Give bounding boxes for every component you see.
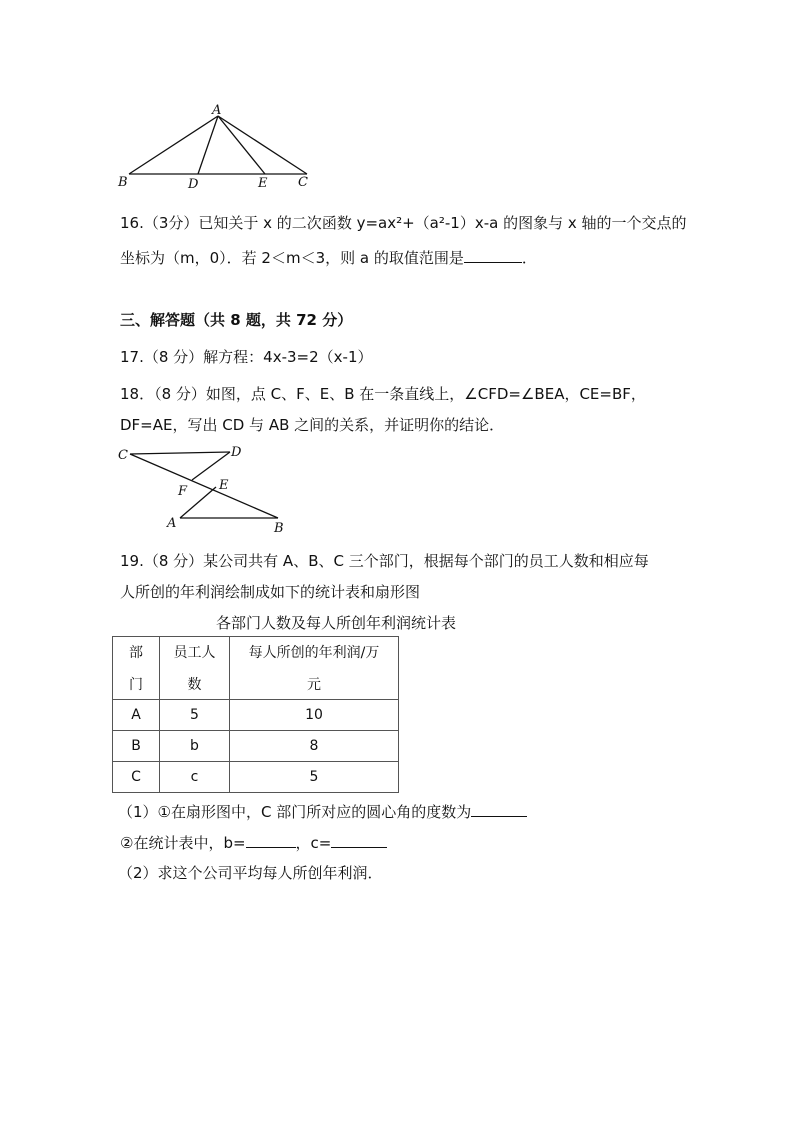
point-label-d: D xyxy=(231,445,242,460)
segment-ac xyxy=(218,116,307,174)
point-label-c: C xyxy=(298,175,308,190)
table-row xyxy=(113,700,399,731)
header-profit xyxy=(230,637,399,700)
q19-sub1-text: （1）①在扇形图中，C 部门所对应的圆心角的度数为 xyxy=(118,803,472,821)
zigzag-figure xyxy=(110,440,300,538)
header-dept-line1: 部 xyxy=(129,645,143,661)
cell-employees: c xyxy=(160,762,230,793)
triangle-figure xyxy=(110,100,330,195)
table-row xyxy=(113,762,399,793)
header-profit-line2: 元 xyxy=(307,677,321,693)
segment-ab xyxy=(129,116,218,174)
point-label-a: A xyxy=(212,103,222,118)
point-label-b: B xyxy=(274,521,284,536)
b-answer-blank[interactable] xyxy=(246,833,296,848)
c-answer-blank[interactable] xyxy=(331,833,387,848)
q19-sub1b-text: ②在统计表中，b= xyxy=(120,834,246,852)
point-label-a: A xyxy=(167,516,177,531)
section-3-heading: 三、解答题（共 8 题，共 72 分） xyxy=(120,311,353,329)
q16-line2-text: 坐标为（m，0）．若 2＜m＜3，则 a 的取值范围是 xyxy=(120,249,464,267)
header-employees-line2: 数 xyxy=(187,677,202,693)
statistics-table xyxy=(112,636,399,793)
table-row xyxy=(113,731,399,762)
header-employees-line1: 员工人 xyxy=(173,645,216,661)
q16-answer-blank[interactable] xyxy=(464,248,522,263)
q19-line2: 人所创的年利润绘制成如下的统计表和扇形图 xyxy=(120,583,421,601)
point-label-e: E xyxy=(258,176,268,191)
segment-ad xyxy=(198,116,218,174)
cell-profit: 10 xyxy=(230,700,399,731)
header-profit-line1: 每人所创的年利润/万 xyxy=(248,645,380,661)
q19-sub2: （2）求这个公司平均每人所创年利润． xyxy=(118,864,383,882)
q17-text: 17.（8 分）解方程：4x-3=2（x-1） xyxy=(120,348,373,366)
table-title: 各部门人数及每人所创年利润统计表 xyxy=(216,614,457,632)
segment-cd xyxy=(130,452,230,454)
q19-sub1b xyxy=(120,832,387,853)
point-label-b: B xyxy=(118,175,128,190)
q18-line1: 18．（8 分）如图，点 C、F、E、B 在一条直线上，∠CFD=∠BEA，CE=BF， xyxy=(120,385,646,403)
segment-ae xyxy=(218,116,265,174)
q16-line2 xyxy=(120,247,537,268)
cell-profit: 5 xyxy=(230,762,399,793)
cell-employees: 5 xyxy=(160,700,230,731)
point-label-f: F xyxy=(178,484,188,499)
header-employees xyxy=(160,637,230,700)
cell-dept: A xyxy=(113,700,160,731)
cell-dept: B xyxy=(113,731,160,762)
angle-answer-blank[interactable] xyxy=(471,802,527,817)
cell-employees: b xyxy=(160,731,230,762)
q19-sub1 xyxy=(118,801,527,822)
segment-cb xyxy=(130,454,278,518)
point-label-c: C xyxy=(118,448,128,463)
header-dept xyxy=(113,637,160,700)
point-label-d: D xyxy=(188,177,199,192)
q19-line1: 19.（8 分）某公司共有 A、B、C 三个部门，根据每个部门的员工人数和相应每 xyxy=(120,552,649,570)
cell-profit: 8 xyxy=(230,731,399,762)
point-label-e: E xyxy=(219,478,229,493)
cell-dept: C xyxy=(113,762,160,793)
segment-df xyxy=(192,452,230,480)
q19-sub1b-mid: ，c= xyxy=(295,834,332,852)
q16-line1: 16.（3分）已知关于 x 的二次函数 y=ax²+（a²-1）x-a 的图象与 x 轴的一个交点的 xyxy=(120,214,687,232)
q18-line2: DF=AE，写出 CD 与 AB 之间的关系，并证明你的结论． xyxy=(120,416,505,434)
header-dept-line2: 门 xyxy=(129,677,143,693)
q16-line2-end: ． xyxy=(521,249,537,267)
table-header-row xyxy=(113,637,399,700)
